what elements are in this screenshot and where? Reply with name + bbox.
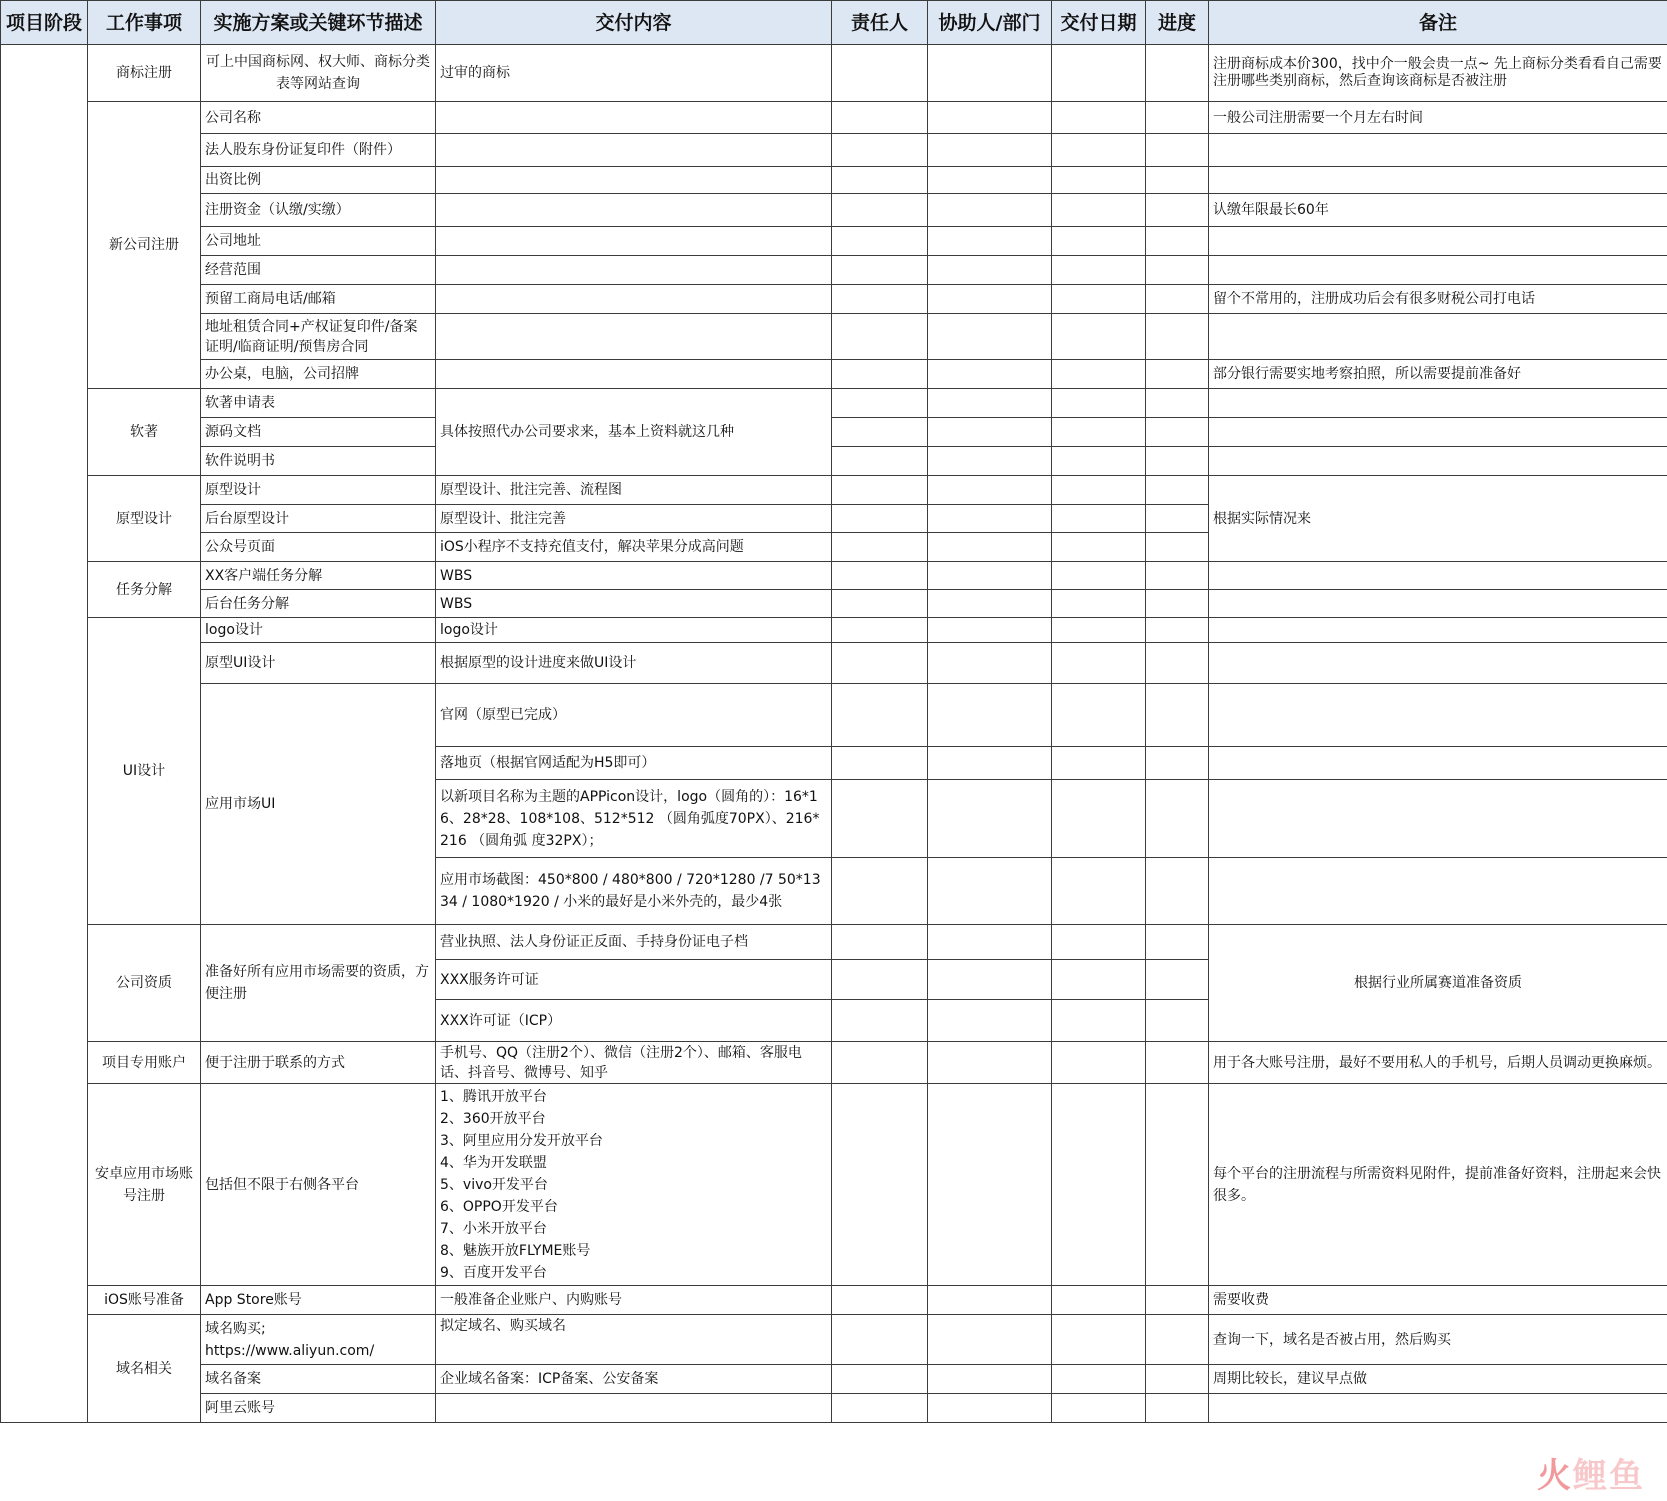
header-owner: 责任人: [832, 1, 928, 45]
desc-cell: 注册资金（认缴/实缴）: [201, 194, 436, 227]
note-cell: 部分银行需要实地考察拍照，所以需要提前准备好: [1209, 360, 1667, 389]
header-description: 实施方案或关键环节描述: [201, 1, 436, 45]
watermark-logo: [1537, 1448, 1645, 1497]
list-item: 3、阿里应用分发开放平台: [440, 1132, 603, 1149]
header-due-date: 交付日期: [1052, 1, 1146, 45]
deliverable-cell: [436, 1084, 832, 1286]
header-row: [1, 1, 1667, 45]
deliverable-cell: iOS小程序不支持充值支付，解决苹果分成高问题: [436, 533, 832, 562]
table-row: [1, 102, 1667, 134]
deliverable-cell: 落地页（根据官网适配为H5即可）: [436, 747, 832, 780]
table-row: [1, 418, 1667, 447]
deliverable-cell: WBS: [436, 562, 832, 590]
table-row: [1, 134, 1667, 167]
note-cell: 根据行业所属赛道准备资质: [1209, 925, 1667, 1042]
table-row: [1, 389, 1667, 418]
watermark-part-2: 鲤鱼: [1573, 1456, 1645, 1496]
item-cell: 新公司注册: [88, 102, 201, 389]
desc-cell: 经营范围: [201, 256, 436, 285]
table-row: [1, 618, 1667, 643]
watermark-part-1: 火: [1537, 1456, 1573, 1496]
table-row: [1, 45, 1667, 102]
desc-cell: 办公桌，电脑，公司招牌: [201, 360, 436, 389]
list-item: 8、魅族开放FLYME账号: [440, 1242, 591, 1259]
table-row: [1, 447, 1667, 476]
list-item: 9、百度开发平台: [440, 1264, 547, 1281]
table-row: [1, 562, 1667, 590]
desc-cell: 可上中国商标网、权大师、商标分类表等网站查询: [201, 45, 436, 102]
table-row: [1, 227, 1667, 256]
desc-cell: 软著申请表: [201, 389, 436, 418]
deliverable-cell: WBS: [436, 590, 832, 618]
table-row: [1, 590, 1667, 618]
deliverable-cell: XXX许可证（ICP）: [436, 1000, 832, 1042]
desc-cell: 地址租赁合同+产权证复印件/备案证明/临商证明/预售房合同: [201, 314, 436, 360]
table-row: [1, 643, 1667, 684]
table-row: [1, 167, 1667, 194]
note-cell: 注册商标成本价300，找中介一般会贵一点~ 先上商标分类看看自己需要注册哪些类别商标，然后查询该商标是否被注册: [1209, 45, 1667, 102]
table-row: [1, 285, 1667, 314]
desc-cell: 原型设计: [201, 476, 436, 505]
deliverable-cell: XXX服务许可证: [436, 960, 832, 1000]
desc-cell: logo设计: [201, 618, 436, 643]
note-cell: 认缴年限最长60年: [1209, 194, 1667, 227]
desc-cell: 公司地址: [201, 227, 436, 256]
table-row: [1, 1365, 1667, 1394]
item-cell: 项目专用账户: [88, 1042, 201, 1084]
header-stage: 项目阶段: [1, 1, 88, 45]
item-cell: 原型设计: [88, 476, 201, 562]
domain-link[interactable]: https://www.aliyun.com/: [205, 1342, 375, 1359]
deliverable-cell: 应用市场截图：450*800 / 480*800 / 720*1280 /7 50*1334 / 1080*1920 / 小米的最好是小米外壳的，最少4张: [436, 858, 832, 925]
note-cell: 需要收费: [1209, 1286, 1667, 1315]
table-row: [1, 314, 1667, 360]
header-assistant: 协助人/部门: [928, 1, 1052, 45]
deliverable-cell: 营业执照、法人身份证正反面、手持身份证电子档: [436, 925, 832, 960]
item-cell: 安卓应用市场账号注册: [88, 1084, 201, 1286]
deliverable-cell: 以新项目名称为主题的APPicon设计，logo（圆角的）：16*16、28*28、108*108、512*512 （圆角弧度70PX）、216*216 （圆角弧 度32PX）；: [436, 780, 832, 858]
note-cell: 每个平台的注册流程与所需资料见附件，提前准备好资料，注册起来会快很多。: [1209, 1084, 1667, 1286]
item-cell: 软著: [88, 389, 201, 476]
header-notes: 备注: [1209, 1, 1667, 45]
deliverable-cell: 具体按照代办公司要求来，基本上资料就这几种: [436, 389, 832, 476]
item-cell: 商标注册: [88, 45, 201, 102]
stage-cell: [1, 45, 88, 1423]
table-row: [1, 1394, 1667, 1423]
table-row: [1, 1084, 1667, 1286]
note-cell: 留个不常用的，注册成功后会有很多财税公司打电话: [1209, 285, 1667, 314]
list-item: 1、腾讯开放平台: [440, 1088, 547, 1105]
item-cell: 域名相关: [88, 1315, 201, 1423]
deliverable-cell: 过审的商标: [436, 45, 832, 102]
desc-cell: 阿里云账号: [201, 1394, 436, 1423]
desc-cell: 应用市场UI: [201, 684, 436, 925]
deliverable-cell: 一般准备企业账户、内购账号: [436, 1286, 832, 1315]
desc-cell: 出资比例: [201, 167, 436, 194]
note-cell: 一般公司注册需要一个月左右时间: [1209, 102, 1667, 134]
desc-cell: 法人股东身份证复印件（附件）: [201, 134, 436, 167]
desc-cell: 原型UI设计: [201, 643, 436, 684]
desc-cell: 源码文档: [201, 418, 436, 447]
table-row: [1, 1042, 1667, 1084]
desc-cell: 公司名称: [201, 102, 436, 134]
deliverable-cell: 根据原型的设计进度来做UI设计: [436, 643, 832, 684]
desc-cell: 包括但不限于右侧各平台: [201, 1084, 436, 1286]
table-row: [1, 925, 1667, 960]
deliverable-cell: logo设计: [436, 618, 832, 643]
desc-line: 域名购买;: [205, 1320, 266, 1337]
desc-cell: 预留工商局电话/邮箱: [201, 285, 436, 314]
note-cell: 周期比较长，建议早点做: [1209, 1365, 1667, 1394]
deliverable-cell: 原型设计、批注完善、流程图: [436, 476, 832, 505]
list-item: 4、华为开发联盟: [440, 1154, 547, 1171]
list-item: 2、360开放平台: [440, 1110, 546, 1127]
list-item: 7、小米开放平台: [440, 1220, 547, 1237]
item-cell: iOS账号准备: [88, 1286, 201, 1315]
table-row: [1, 476, 1667, 505]
table-row: [1, 1315, 1667, 1365]
note-cell: 查询一下，域名是否被占用，然后购买: [1209, 1315, 1667, 1365]
table-row: [1, 194, 1667, 227]
desc-cell: 后台原型设计: [201, 505, 436, 533]
desc-cell: 公众号页面: [201, 533, 436, 562]
deliverable-cell: 企业域名备案：ICP备案、公安备案: [436, 1365, 832, 1394]
item-cell: UI设计: [88, 618, 201, 925]
deliverable-cell: 原型设计、批注完善: [436, 505, 832, 533]
table-row: [1, 684, 1667, 747]
desc-cell: [201, 1315, 436, 1365]
note-cell: 根据实际情况来: [1209, 476, 1667, 562]
table-row: [1, 256, 1667, 285]
deliverable-cell: 官网（原型已完成）: [436, 684, 832, 747]
deliverable-cell: 拟定域名、购买域名: [436, 1315, 832, 1365]
header-item: 工作事项: [88, 1, 201, 45]
desc-cell: App Store账号: [201, 1286, 436, 1315]
deliverable-cell: 手机号、QQ（注册2个）、微信（注册2个）、邮箱、客服电话、抖音号、微博号、知乎: [436, 1042, 832, 1084]
desc-cell: 软件说明书: [201, 447, 436, 476]
header-progress: 进度: [1146, 1, 1209, 45]
desc-cell: XX客户端任务分解: [201, 562, 436, 590]
header-deliverable: 交付内容: [436, 1, 832, 45]
list-item: 5、vivo开发平台: [440, 1176, 548, 1193]
list-item: 6、OPPO开发平台: [440, 1198, 558, 1215]
table-row: [1, 360, 1667, 389]
note-cell: 用于各大账号注册，最好不要用私人的手机号，后期人员调动更换麻烦。: [1209, 1042, 1667, 1084]
item-cell: 任务分解: [88, 562, 201, 618]
table-row: [1, 1286, 1667, 1315]
desc-cell: 域名备案: [201, 1365, 436, 1394]
desc-cell: 便于注册于联系的方式: [201, 1042, 436, 1084]
desc-cell: 后台任务分解: [201, 590, 436, 618]
item-cell: 公司资质: [88, 925, 201, 1042]
desc-cell: 准备好所有应用市场需要的资质，方便注册: [201, 925, 436, 1042]
